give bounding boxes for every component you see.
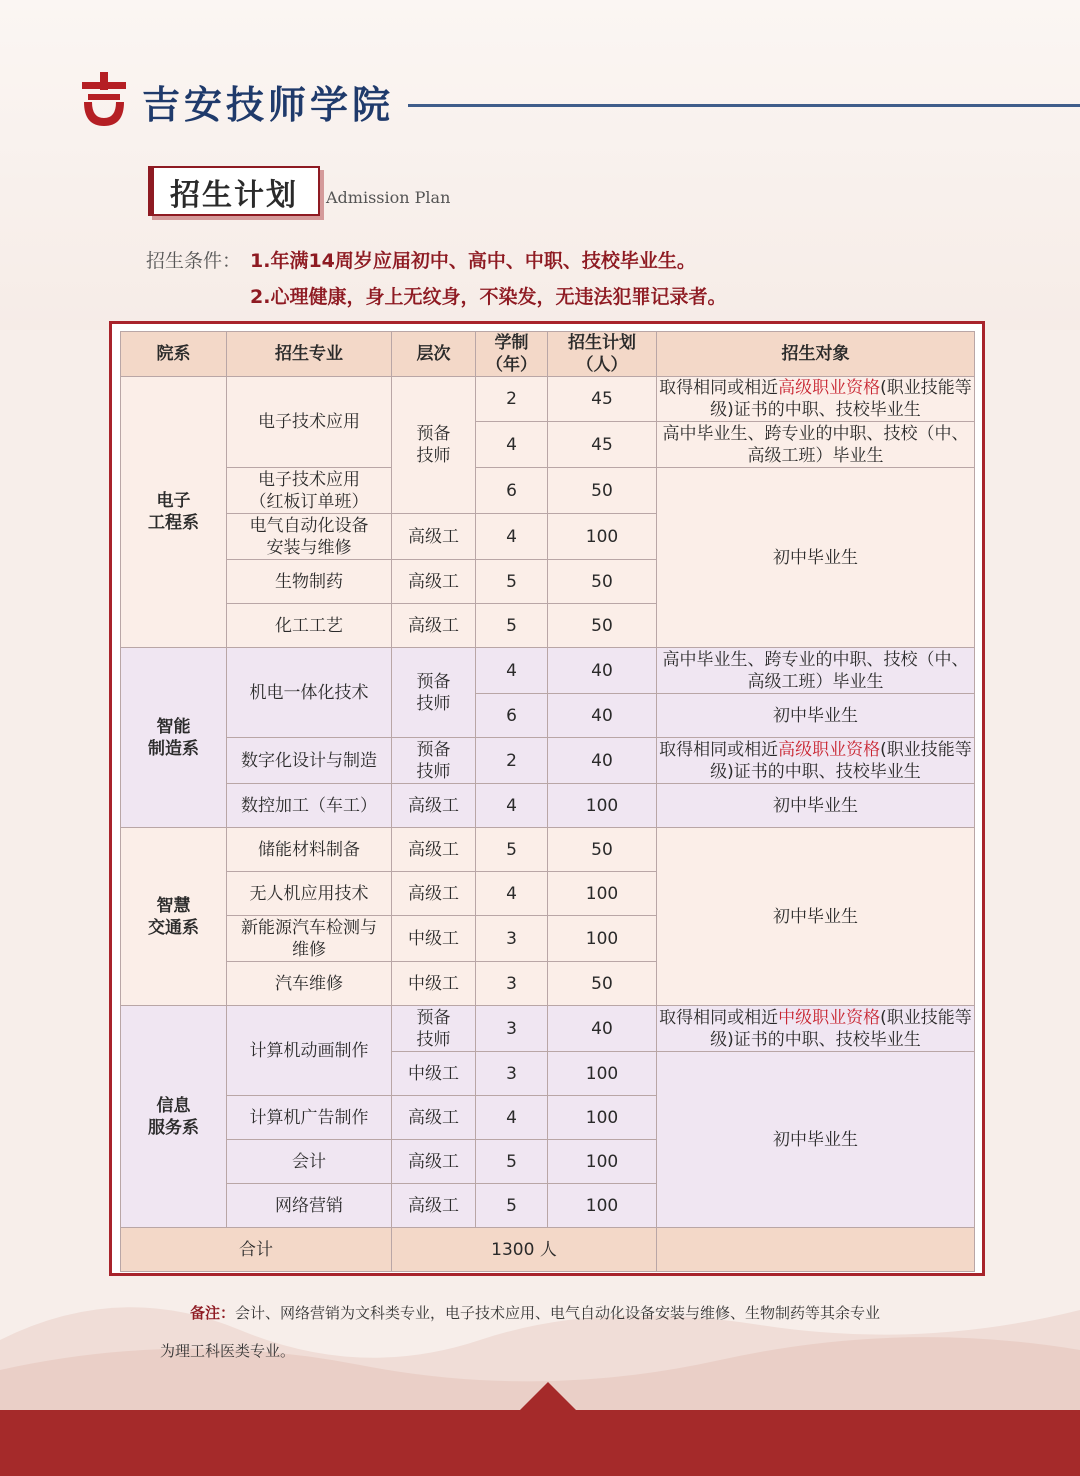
table-row <box>121 784 975 828</box>
plan-cell: 100 <box>548 784 657 828</box>
footer-bar <box>0 1410 1080 1476</box>
level-cell: 高级工 <box>392 1140 476 1184</box>
major-cell: 汽车维修 <box>227 962 392 1006</box>
note-label: 备注： <box>190 1304 236 1322</box>
target-cell: 取得相同或相近高级职业资格(职业技能等级)证书的中职、技校毕业生 <box>657 738 975 784</box>
table-row <box>121 648 975 694</box>
plan-cell: 100 <box>548 1096 657 1140</box>
years-cell: 5 <box>476 560 548 604</box>
years-cell: 5 <box>476 828 548 872</box>
level-cell: 预备 技师 <box>392 738 476 784</box>
major-cell: 储能材料制备 <box>227 828 392 872</box>
plan-cell: 40 <box>548 738 657 784</box>
years-cell: 6 <box>476 468 548 514</box>
condition-1: 1.年满14周岁应届初中、高中、中职、技校毕业生。 <box>250 250 696 272</box>
level-cell: 中级工 <box>392 1052 476 1096</box>
section-title: 招生计划 <box>170 178 298 213</box>
plan-cell: 40 <box>548 694 657 738</box>
dept-cell: 信息 服务系 <box>121 1006 227 1228</box>
major-cell: 数控加工（车工） <box>227 784 392 828</box>
major-cell: 无人机应用技术 <box>227 872 392 916</box>
major-cell: 生物制药 <box>227 560 392 604</box>
note-text-1: 会计、网络营销为文科类专业，电子技术应用、电气自动化设备安装与维修、生物制药等其余专业 <box>235 1304 881 1322</box>
major-cell: 机电一体化技术 <box>227 648 392 738</box>
level-cell: 高级工 <box>392 872 476 916</box>
header-divider <box>408 104 1080 107</box>
major-cell: 计算机广告制作 <box>227 1096 392 1140</box>
major-cell: 数字化设计与制造 <box>227 738 392 784</box>
target-cell: 取得相同或相近高级职业资格(职业技能等级)证书的中职、技校毕业生 <box>657 377 975 422</box>
conditions-label: 招生条件： <box>146 250 242 272</box>
admission-plan-table <box>120 331 975 1272</box>
level-cell: 预备 技师 <box>392 377 476 514</box>
total-value: 1300 人 <box>392 1228 657 1272</box>
header-major: 招生专业 <box>227 332 392 377</box>
plan-cell: 100 <box>548 1140 657 1184</box>
plan-cell: 100 <box>548 1184 657 1228</box>
plan-cell: 100 <box>548 916 657 962</box>
footer-triangle <box>520 1382 576 1410</box>
years-cell: 2 <box>476 377 548 422</box>
section-subtitle: Admission Plan <box>326 188 451 207</box>
table-row <box>121 468 975 514</box>
years-cell: 4 <box>476 422 548 468</box>
major-cell: 网络营销 <box>227 1184 392 1228</box>
years-cell: 5 <box>476 1140 548 1184</box>
target-cell: 高中毕业生、跨专业的中职、技校（中、高级工班）毕业生 <box>657 648 975 694</box>
years-cell: 3 <box>476 1052 548 1096</box>
table-row <box>121 377 975 422</box>
plan-cell: 50 <box>548 468 657 514</box>
years-cell: 4 <box>476 514 548 560</box>
plan-cell: 100 <box>548 1052 657 1096</box>
header-target: 招生对象 <box>657 332 975 377</box>
level-cell: 高级工 <box>392 1184 476 1228</box>
major-cell: 电子技术应用 <box>227 377 392 468</box>
plan-cell: 100 <box>548 872 657 916</box>
target-cell: 取得相同或相近中级职业资格(职业技能等级)证书的中职、技校毕业生 <box>657 1006 975 1052</box>
level-cell: 高级工 <box>392 604 476 648</box>
years-cell: 6 <box>476 694 548 738</box>
target-cell: 初中毕业生 <box>657 694 975 738</box>
plan-cell: 45 <box>548 422 657 468</box>
major-cell: 会计 <box>227 1140 392 1184</box>
table-row <box>121 738 975 784</box>
major-cell: 新能源汽车检测与 维修 <box>227 916 392 962</box>
level-cell: 高级工 <box>392 514 476 560</box>
total-label: 合计 <box>121 1228 392 1272</box>
school-logo-icon <box>78 72 130 128</box>
years-cell: 3 <box>476 916 548 962</box>
target-cell: 高中毕业生、跨专业的中职、技校（中、高级工班）毕业生 <box>657 422 975 468</box>
note-line-2: 为理工科医类专业。 <box>160 1342 296 1360</box>
level-cell: 预备 技师 <box>392 1006 476 1052</box>
table-row <box>121 828 975 872</box>
years-cell: 3 <box>476 1006 548 1052</box>
header-plan: 招生计划 （人） <box>548 332 657 377</box>
years-cell: 2 <box>476 738 548 784</box>
table-row <box>121 1006 975 1052</box>
background-top <box>0 0 1080 330</box>
section-title-box <box>148 166 320 216</box>
years-cell: 3 <box>476 962 548 1006</box>
table-total-row <box>121 1228 975 1272</box>
dept-cell: 智慧 交通系 <box>121 828 227 1006</box>
plan-cell: 40 <box>548 648 657 694</box>
plan-cell: 45 <box>548 377 657 422</box>
plan-cell: 50 <box>548 828 657 872</box>
condition-2: 2.心理健康，身上无纹身，不染发，无违法犯罪记录者。 <box>250 286 727 308</box>
note-line-1 <box>190 1302 880 1323</box>
dept-cell: 智能 制造系 <box>121 648 227 828</box>
target-cell: 初中毕业生 <box>657 828 975 1006</box>
level-cell: 高级工 <box>392 828 476 872</box>
years-cell: 4 <box>476 1096 548 1140</box>
level-cell: 中级工 <box>392 916 476 962</box>
target-cell: 初中毕业生 <box>657 1052 975 1228</box>
header-dept: 院系 <box>121 332 227 377</box>
header-years: 学制 （年） <box>476 332 548 377</box>
years-cell: 5 <box>476 1184 548 1228</box>
table-header-row <box>121 332 975 377</box>
major-cell: 计算机动画制作 <box>227 1006 392 1096</box>
target-cell: 初中毕业生 <box>657 468 975 648</box>
level-cell: 高级工 <box>392 1096 476 1140</box>
total-empty-cell <box>657 1228 975 1272</box>
level-cell: 高级工 <box>392 560 476 604</box>
years-cell: 4 <box>476 648 548 694</box>
major-cell: 电气自动化设备 安装与维修 <box>227 514 392 560</box>
target-cell: 初中毕业生 <box>657 784 975 828</box>
years-cell: 5 <box>476 604 548 648</box>
plan-cell: 50 <box>548 962 657 1006</box>
years-cell: 4 <box>476 784 548 828</box>
header-level: 层次 <box>392 332 476 377</box>
years-cell: 4 <box>476 872 548 916</box>
major-cell: 电子技术应用 （红板订单班） <box>227 468 392 514</box>
level-cell: 高级工 <box>392 784 476 828</box>
plan-cell: 40 <box>548 1006 657 1052</box>
plan-cell: 50 <box>548 604 657 648</box>
dept-cell: 电子 工程系 <box>121 377 227 648</box>
plan-cell: 50 <box>548 560 657 604</box>
level-cell: 中级工 <box>392 962 476 1006</box>
school-name: 吉安技师学院 <box>142 82 395 127</box>
major-cell: 化工工艺 <box>227 604 392 648</box>
level-cell: 预备 技师 <box>392 648 476 738</box>
plan-cell: 100 <box>548 514 657 560</box>
